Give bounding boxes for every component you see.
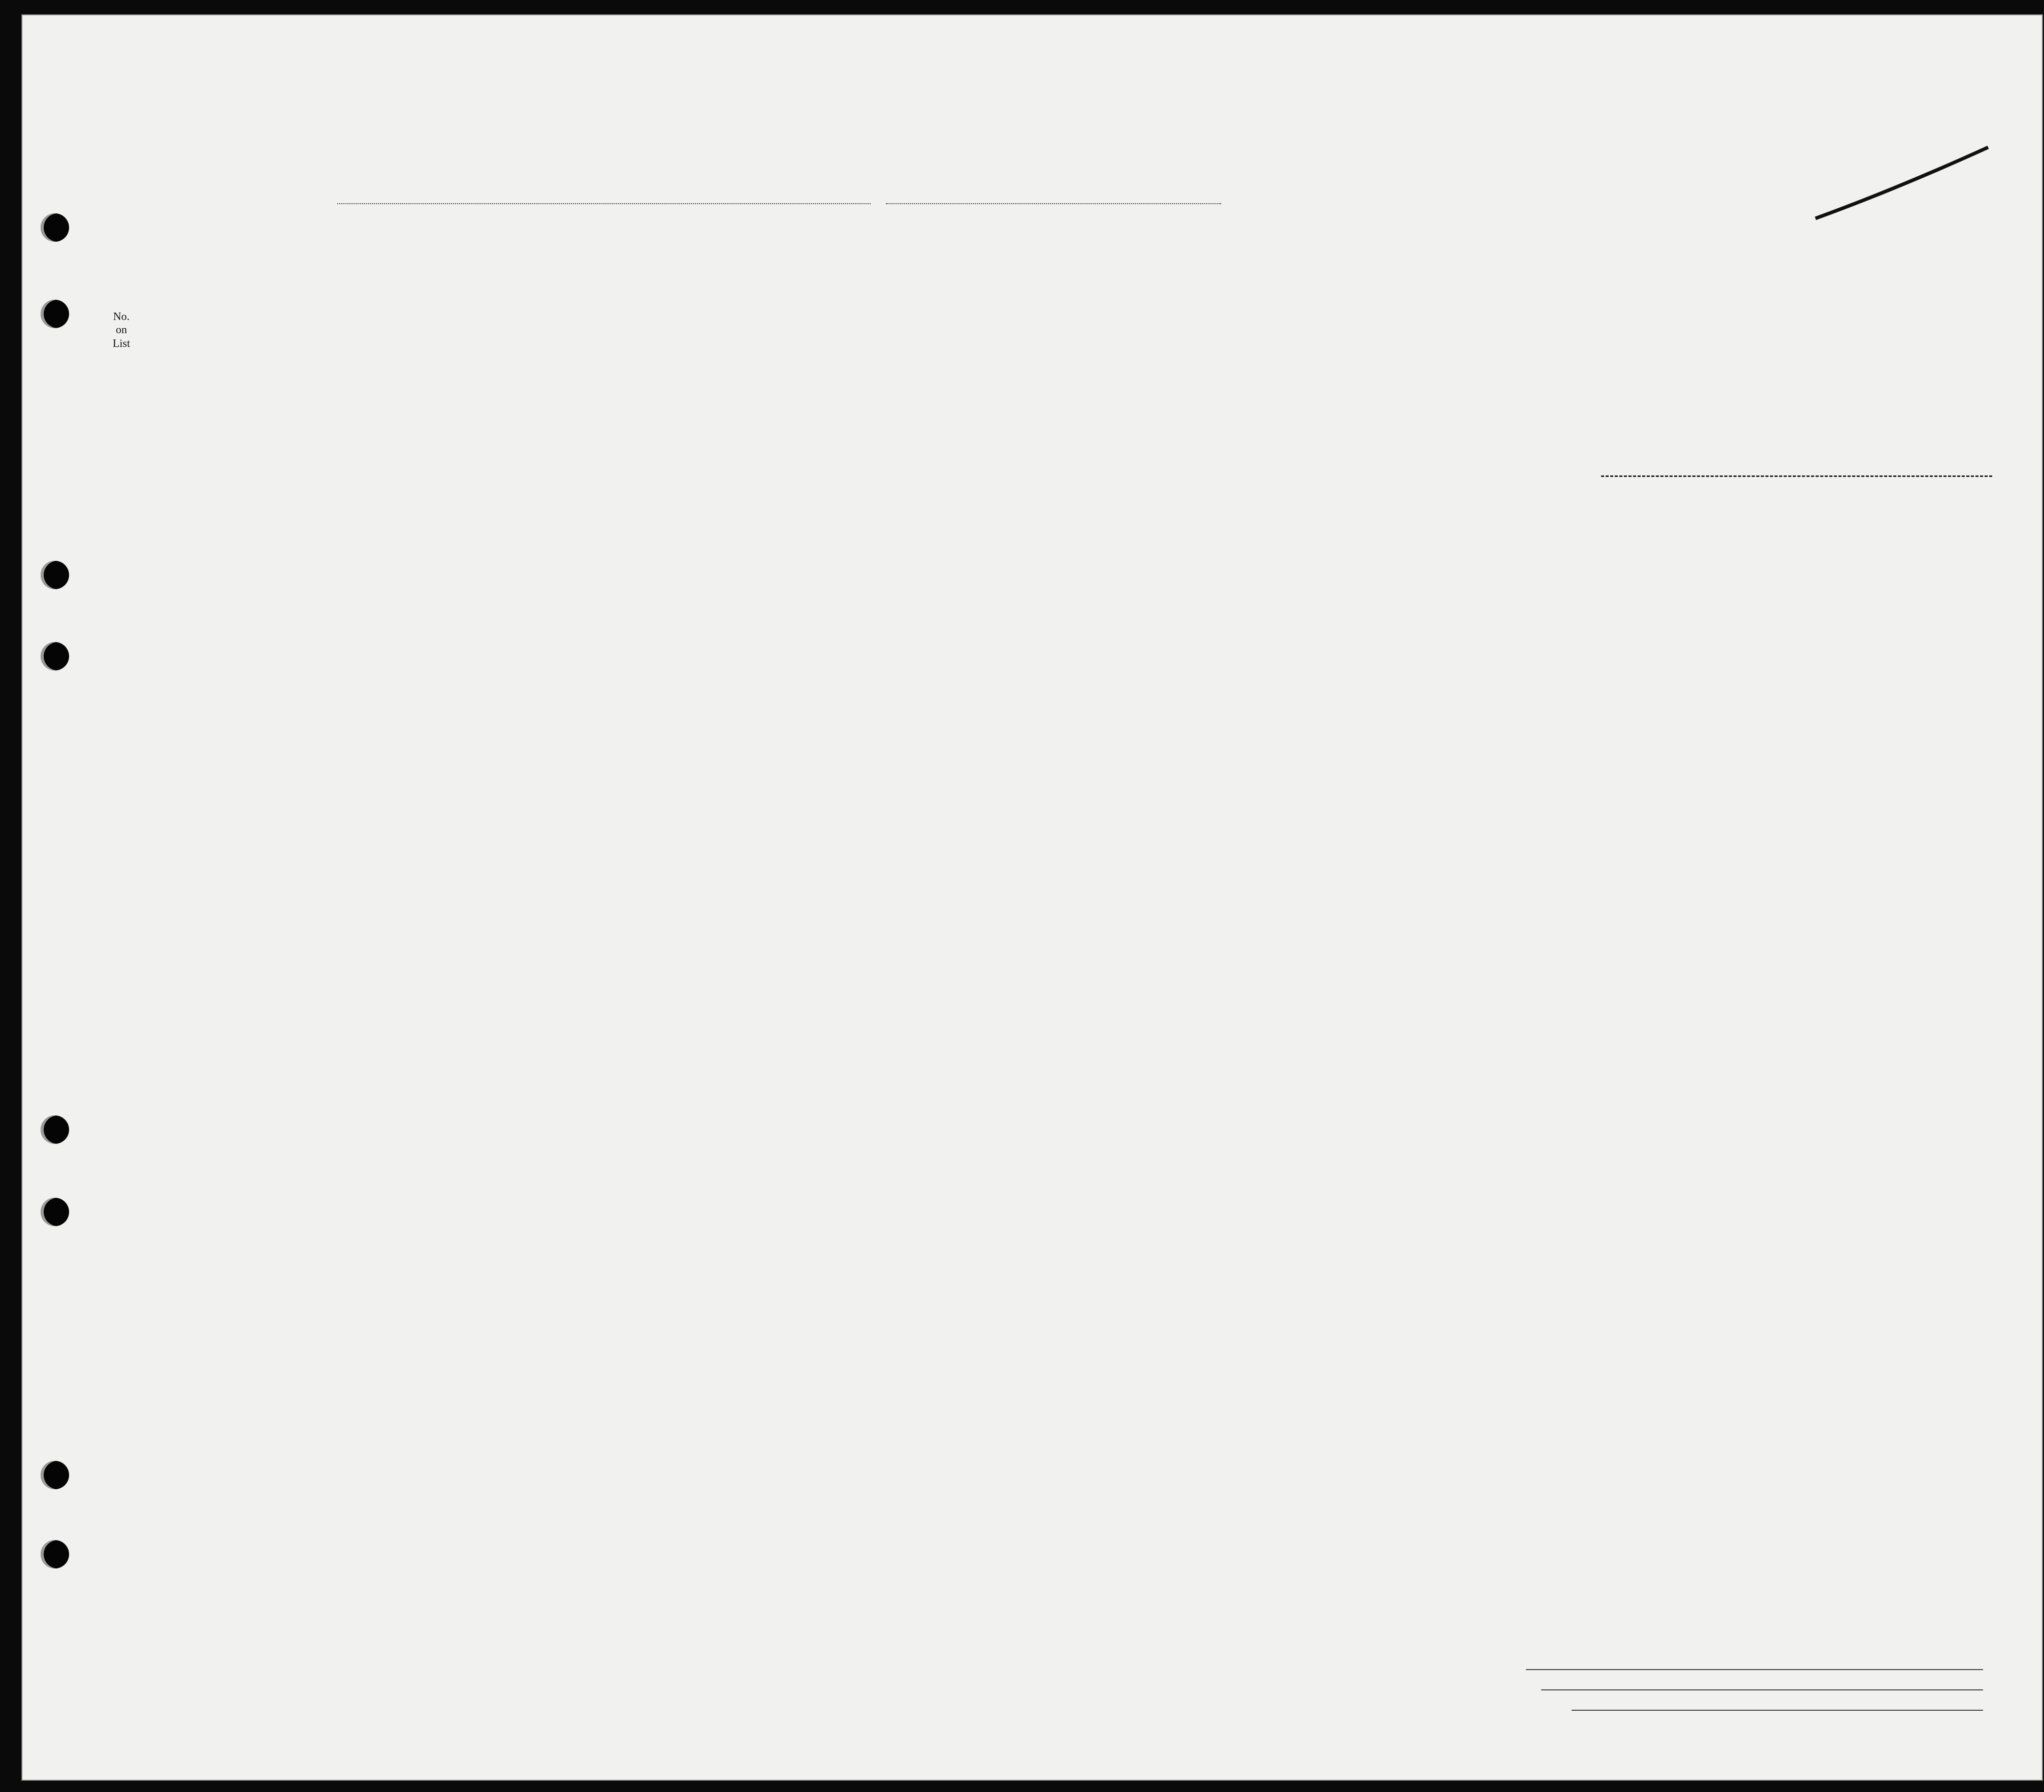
punch-hole bbox=[41, 300, 69, 328]
punch-hole bbox=[41, 1115, 69, 1144]
manifest-sheet bbox=[21, 14, 2043, 1781]
punch-hole bbox=[41, 561, 69, 589]
punch-hole bbox=[41, 1198, 69, 1226]
punch-hole bbox=[41, 1461, 69, 1489]
punch-hole bbox=[41, 1540, 69, 1569]
punch-hole bbox=[41, 213, 69, 242]
line-underline bbox=[1526, 1669, 1983, 1670]
row1-continuation-line bbox=[1601, 475, 1992, 477]
punch-hole bbox=[41, 642, 69, 670]
owners-underline bbox=[1541, 1689, 1983, 1690]
header-col-16: No. on List bbox=[112, 310, 131, 349]
table-grid bbox=[22, 15, 2044, 1782]
agents-underline bbox=[1572, 1710, 1983, 1711]
